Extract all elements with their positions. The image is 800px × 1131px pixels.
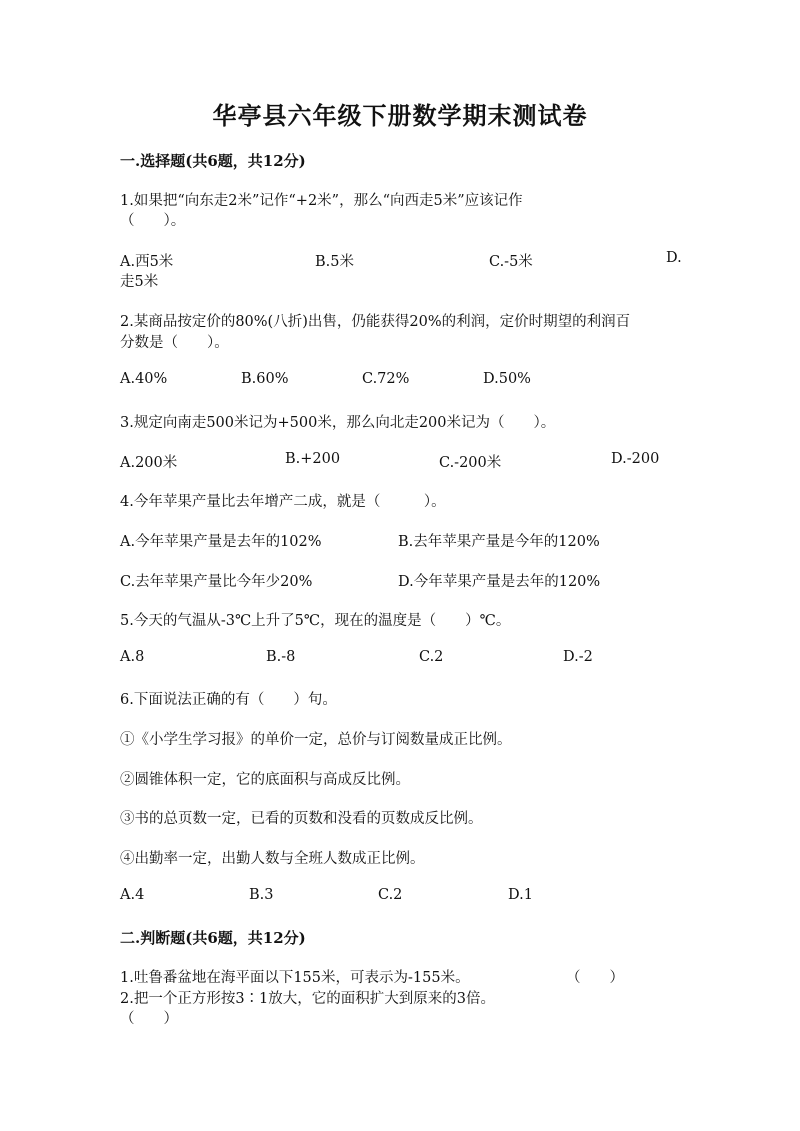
question-2-option-b: B.60% (241, 371, 289, 387)
judgment-2-text: 2.把一个正方形按3∶1放大，它的面积扩大到原来的3倍。 (120, 991, 496, 1007)
section-heading-judgment: 二.判断题(共6题，共12分) (120, 929, 306, 947)
question-6-statement: ②圆锥体积一定，它的底面积与高成反比例。 (120, 772, 410, 788)
question-2-text-cont: 分数是（ ）。 (120, 335, 229, 351)
question-3-option-b: B.+200 (285, 451, 341, 467)
question-6-text: 6.下面说法正确的有（ ）句。 (120, 692, 337, 708)
question-5-option-c: C.2 (419, 649, 444, 665)
question-6-option-b: B.3 (249, 887, 274, 903)
page-title: 华亭县六年级下册数学期末测试卷 (212, 101, 588, 130)
question-4-option-a: A.今年苹果产量是去年的102% (120, 534, 322, 550)
judgment-1-bracket: （ ） (566, 970, 624, 986)
question-3-option-d: D.-200 (611, 451, 660, 467)
question-1-option-d-cont: 走5米 (120, 274, 159, 290)
question-1-blank: （ ）。 (120, 213, 186, 229)
question-3-text: 3.规定向南走500米记为+500米，那么向北走200米记为（ ）。 (120, 415, 556, 431)
question-2-text: 2.某商品按定价的80%(八折)出售，仍能获得20%的利润，定价时期望的利润百 (120, 314, 631, 330)
question-4-option-d: D.今年苹果产量是去年的120% (398, 574, 601, 590)
question-6-option-a: A.4 (120, 887, 145, 903)
question-4-text: 4.今年苹果产量比去年增产二成，就是（ ）。 (120, 494, 446, 510)
question-1-text: 1.如果把“向东走2米”记作“+2米”，那么“向西走5米”应该记作 (120, 193, 523, 209)
question-1-option-a: A.西5米 (120, 254, 174, 270)
question-3-option-c: C.-200米 (439, 455, 502, 471)
question-6-statement: ③书的总页数一定，已看的页数和没看的页数成反比例。 (120, 811, 483, 827)
question-5-option-d: D.-2 (563, 649, 593, 665)
question-5-text: 5.今天的气温从-3℃上升了5℃，现在的温度是（ ）℃。 (120, 613, 511, 629)
section-heading-choice: 一.选择题(共6题，共12分) (120, 152, 306, 170)
question-6-option-d: D.1 (508, 887, 533, 903)
question-1-option-d: D. (666, 250, 682, 266)
question-2-option-d: D.50% (483, 371, 531, 387)
question-4-option-c: C.去年苹果产量比今年少20% (120, 574, 313, 590)
question-6-option-c: C.2 (378, 887, 403, 903)
question-2-option-a: A.40% (120, 371, 168, 387)
question-1-option-b: B.5米 (315, 254, 354, 270)
question-6-statement: ①《小学生学习报》的单价一定，总价与订阅数量成正比例。 (120, 732, 512, 748)
question-5-option-b: B.-8 (266, 649, 296, 665)
question-2-option-c: C.72% (362, 371, 410, 387)
question-1-option-c: C.-5米 (489, 254, 533, 270)
judgment-1-text: 1.吐鲁番盆地在海平面以下155米，可表示为-155米。 (120, 970, 470, 986)
judgment-2-bracket: （ ） (120, 1011, 178, 1027)
question-5-option-a: A.8 (120, 649, 145, 665)
question-6-statement: ④出勤率一定，出勤人数与全班人数成正比例。 (120, 851, 425, 867)
question-3-option-a: A.200米 (120, 455, 178, 471)
question-4-option-b: B.去年苹果产量是今年的120% (398, 534, 600, 550)
